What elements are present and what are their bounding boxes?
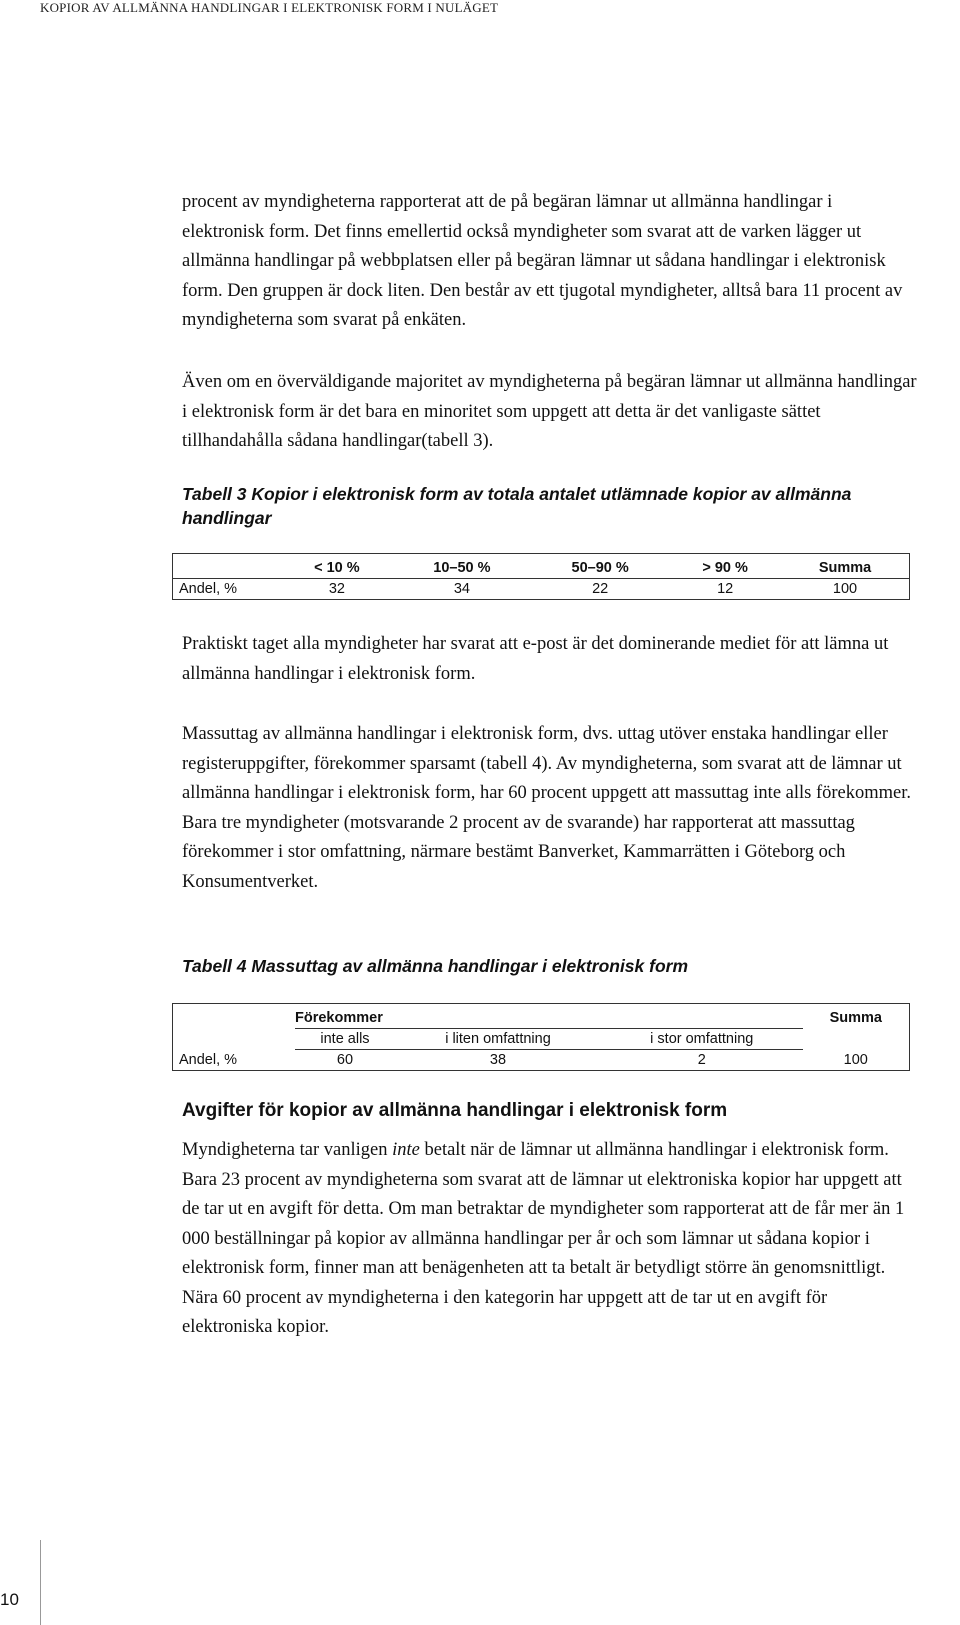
paragraph-2 <box>182 368 917 457</box>
page-number: 10 <box>0 1590 19 1609</box>
paragraph-4 <box>182 720 917 897</box>
running-head: KOPIOR AV ALLMÄNNA HANDLINGAR I ELEKTRONISK FORM I NULÄGET <box>40 0 499 15</box>
table-4-sum-header: Summa <box>829 1010 882 1027</box>
table-4-row <box>173 1050 910 1071</box>
paragraph-3 <box>182 630 917 689</box>
table-3-header: 50–90 % <box>531 558 669 579</box>
table-3-cell: 100 <box>832 581 858 597</box>
paragraph-6-end: betalt när de lämnar ut allmänna handlingar i elektronisk form. Bara 23 procent av myndigheterna som svarat att de lämnar ut elektroniska kopior har uppgett att de tar ut en avgift för detta. Om man betraktar de myndigheter som rapporterat att de får mer än 1 000 beställningar på kopior av allmänna handlingar per år och som lämnar ut sådana kopior i elektronisk form, finner man att benägenheten att ta betalt är betydligt större än genomsnittligt. Nära 60 procent av myndigheterna i den kategorin har uppgett att de tar ut en avgift för elektroniska kopior. <box>182 1140 905 1337</box>
table-3-cell: 22 <box>592 581 609 597</box>
table-3-row <box>173 579 910 600</box>
table-4 <box>172 1003 910 1071</box>
table-4-corner <box>173 1029 296 1050</box>
table-4-cell: 100 <box>843 1051 868 1068</box>
table-4-cell: 38 <box>489 1052 507 1068</box>
table-4-subheader-row <box>173 1029 910 1050</box>
paragraph-1-text: procent av myndigheterna rapporterat att de på begäran lämnar ut allmänna handlingar i elektronisk form. Det finns emellertid också myndigheter som svarat att de varken lägger ut allmänna handlingar på webbplatsen eller på begäran lämnar ut sådana handlingar i elektronisk form. Den gruppen är dock liten. Den består av ett tjugotal myndigheter, alltså bara 11 procent av myndigheterna som svarat på enkäten. <box>182 192 903 330</box>
table-4-cell: 2 <box>697 1052 706 1068</box>
paragraph-6-start: Myndigheterna tar vanligen <box>182 1140 393 1160</box>
table-3-corner <box>173 558 282 579</box>
table-4-subheader: i stor omfattning <box>601 1029 803 1050</box>
table-3-caption: Tabell 3 Kopior i elektronisk form av totala antalet utlämnade kopior av allmänna handlingar <box>182 484 852 528</box>
margin-rule <box>40 1540 41 1625</box>
table-3-cell: 32 <box>328 581 345 597</box>
table-4-subheader: inte alls <box>295 1029 395 1050</box>
paragraph-6-emphasis: inte <box>392 1140 420 1160</box>
table-3 <box>172 553 910 600</box>
table-3-header: < 10 % <box>281 558 393 579</box>
table-4-group-header: Förekommer <box>295 1008 803 1029</box>
paragraph-4-text: Massuttag av allmänna handlingar i elektronisk form, dvs. uttag utöver enstaka handlingar eller registeruppgifter, förekommer sparsamt (tabell 4). Av myndigheterna, som svarat att de lämnar ut allmänna handlingar i elektronisk form, har 60 procent uppgett att massuttag inte alls förekommer. Bara tre myndigheter (motsvarande 2 procent av de svarande) har rapporterat att massuttag förekommer i stor omfattning, närmare bestämt Banverket, Kammarrätten i Göteborg och Konsumentverket. <box>182 724 912 892</box>
table-4-cell: 60 <box>336 1052 354 1068</box>
table-3-row-label: Andel, % <box>179 581 238 597</box>
table-3-header-row <box>173 558 910 579</box>
table-3-cell: 34 <box>453 581 470 597</box>
table-3-cell: 12 <box>717 581 734 597</box>
paragraph-2-text: Även om en överväldigande majoritet av myndigheterna på begäran lämnar ut allmänna handlingar i elektronisk form är det bara en minoritet som uppgett att detta är det vanligaste sättet tillhandahålla sådana handlingar(tabell 3). <box>182 372 917 451</box>
paragraph-6 <box>182 1136 917 1343</box>
table-4-caption: Tabell 4 Massuttag av allmänna handlingar i elektronisk form <box>182 956 689 976</box>
paragraph-1 <box>182 188 917 336</box>
table-3-header: Summa <box>781 558 909 579</box>
paragraph-6-text <box>182 1136 917 1343</box>
table-4-subheader-empty <box>803 1029 910 1050</box>
section-heading: Avgifter för kopior av allmänna handlingar i elektronisk form <box>182 1100 728 1121</box>
table-4-row-label: Andel, % <box>179 1051 238 1068</box>
table-3-header: > 90 % <box>669 558 781 579</box>
paragraph-3-text: Praktiskt taget alla myndigheter har svarat att e-post är det dominerande mediet för att lämna ut allmänna handlingar i elektronisk form. <box>182 634 889 684</box>
table-4-group-row <box>173 1008 910 1029</box>
table-4-subheader: i liten omfattning <box>395 1029 601 1050</box>
table-3-header: 10–50 % <box>393 558 531 579</box>
table-4-corner <box>173 1008 296 1029</box>
